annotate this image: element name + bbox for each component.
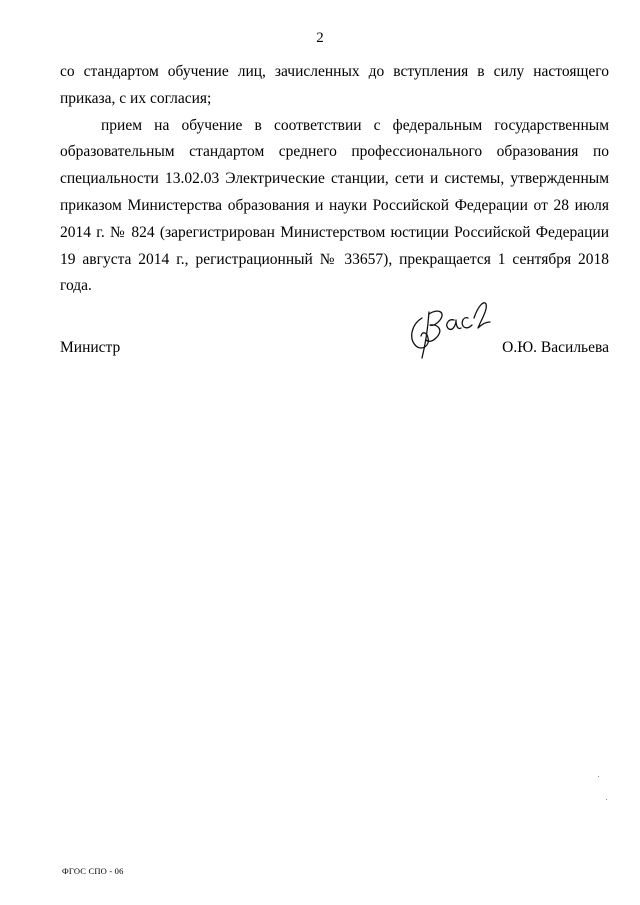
signatory-name: О.Ю. Васильева <box>502 339 609 356</box>
signature-block <box>60 339 609 369</box>
handwritten-signature <box>402 298 492 360</box>
paragraph-continuation: со стандартом обучение лиц, зачисленных до вступления в силу настоящего приказа, с их согласия; <box>60 63 609 107</box>
signatory-title: Министр <box>60 339 121 356</box>
footer-document-code: ФГОС СПО - 06 <box>62 866 124 876</box>
paragraph-admission-termination: прием на обучение в соответствии с федеральным государственным образовательным стандартом среднего профессионального образования по специальности 13.02.03 Электрические станции, сети и системы, утвержденным приказом Министерства образования и науки Российской Федерации от 28 июля 2014 г. № 824 (зарегистрирован Министерством юстиции Российской Федерации 19 августа 2014 г., регистрационный № 33657), прекращается 1 сентября 2018 года. <box>60 116 609 295</box>
scan-speck <box>598 776 599 777</box>
body-text <box>60 59 609 300</box>
page-number: 2 <box>316 30 324 46</box>
scan-speck <box>606 799 607 800</box>
